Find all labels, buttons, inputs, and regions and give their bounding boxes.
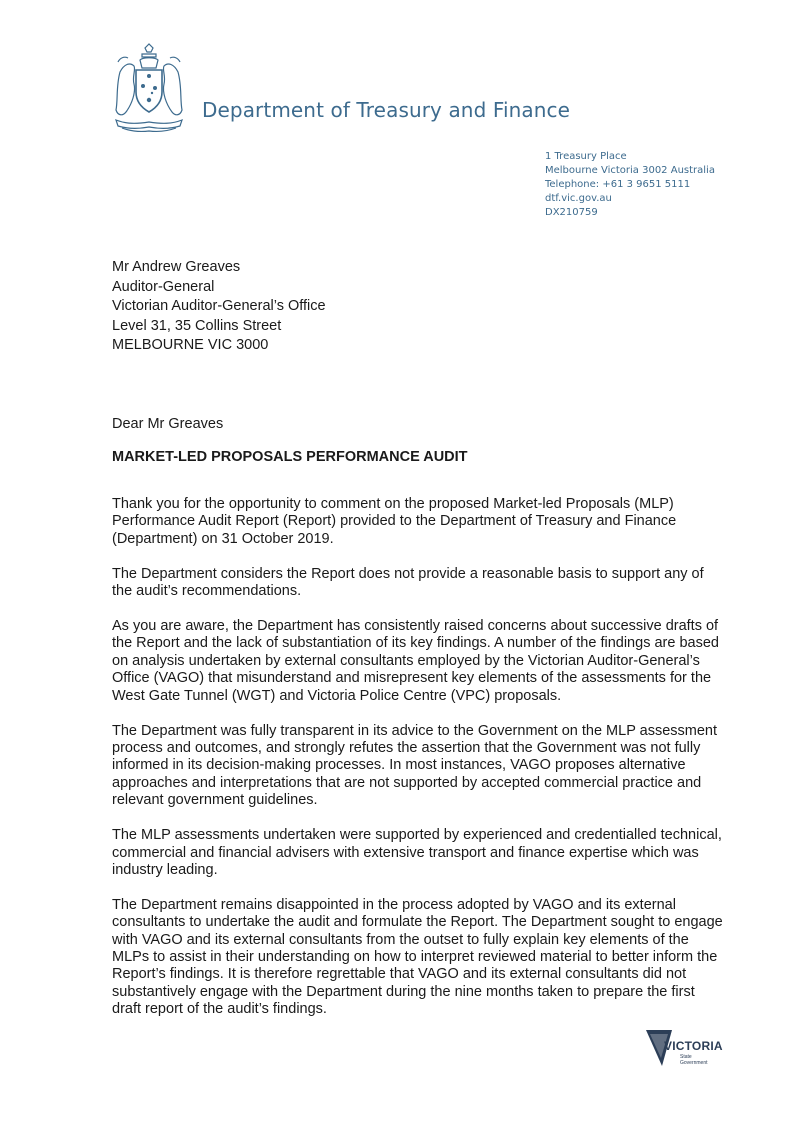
- subject-heading: MARKET-LED PROPOSALS PERFORMANCE AUDIT: [112, 449, 468, 465]
- body-paragraph: The Department considers the Report does not provide a reasonable basis to support any of the audit’s recommendations.: [112, 565, 704, 600]
- address-line: 1 Treasury Place: [545, 151, 627, 162]
- recipient-name: Mr Andrew Greaves: [112, 259, 241, 275]
- body-paragraph: As you are aware, the Department has consistently raised concerns about successive drafts of the Report and the lack of substantiation of its key findings. A number of the findings are based on analysis undertaken by external consultants employed by the Victorian Auditor-General’s Office (VAGO) that misunderstand and misrepresent key elements of the assessments for the West Gate Tunnel (WGT) and Victoria Police Centre (VPC) proposals.: [112, 618, 719, 704]
- logo-sub-line: State: [680, 1054, 692, 1060]
- body-paragraph: The Department was fully transparent in its advice to the Government on the MLP assessment process and outcomes, and strongly refutes the assertion that the Government was not fully informed in its decision-making processes. In most instances, VAGO proposes alternative approaches and interpretations that are not supported by accepted commercial practice and relevant government guidelines.: [112, 722, 717, 809]
- website-line: dtf.vic.gov.au: [545, 193, 612, 204]
- body-paragraph: Thank you for the opportunity to comment on the proposed Market-led Proposals (MLP) Performance Audit Report (Report) provided to the Department of Treasury and Finance (Department) on 31 October 2019.: [112, 496, 677, 547]
- recipient-organisation: Victorian Auditor-General’s Office: [112, 298, 326, 314]
- logo-subtext: [680, 1055, 708, 1066]
- logo-wordmark: VICTORIA: [664, 1039, 723, 1053]
- coat-of-arms-icon: [112, 42, 186, 134]
- body-paragraph: The Department remains disappointed in the process adopted by VAGO and its external consultants to undertake the audit and formulate the Report. The Department sought to engage with VAGO and its external consultants from the outset to fully explain key elements of the MLPs to assist in their understanding on how to interpret reviewed material to better inform the Report’s findings. It is therefore regrettable that VAGO and its external consultants did not substantively engage with the Department during the nine months taken to prepare the first draft report of the audit’s findings.: [112, 896, 723, 1018]
- body-paragraph: The MLP assessments undertaken were supported by experienced and credentialled technical, commercial and financial advisers with extensive transport and finance expertise which was industry leading.: [112, 827, 722, 878]
- department-name: Department of Treasury and Finance: [202, 98, 571, 122]
- logo-sub-line: Government: [680, 1059, 708, 1066]
- letter-body: [112, 496, 724, 1036]
- address-line: Melbourne Victoria 3002 Australia: [545, 165, 715, 176]
- recipient-address-block: [112, 258, 326, 356]
- salutation: Dear Mr Greaves: [112, 416, 224, 432]
- recipient-city: MELBOURNE VIC 3000: [112, 337, 269, 353]
- dx-line: DX210759: [545, 207, 598, 218]
- telephone-line: Telephone: +61 3 9651 5111: [545, 179, 691, 190]
- recipient-title: Auditor-General: [112, 278, 215, 295]
- department-address: [545, 150, 715, 220]
- recipient-street: Level 31, 35 Collins Street: [112, 317, 282, 334]
